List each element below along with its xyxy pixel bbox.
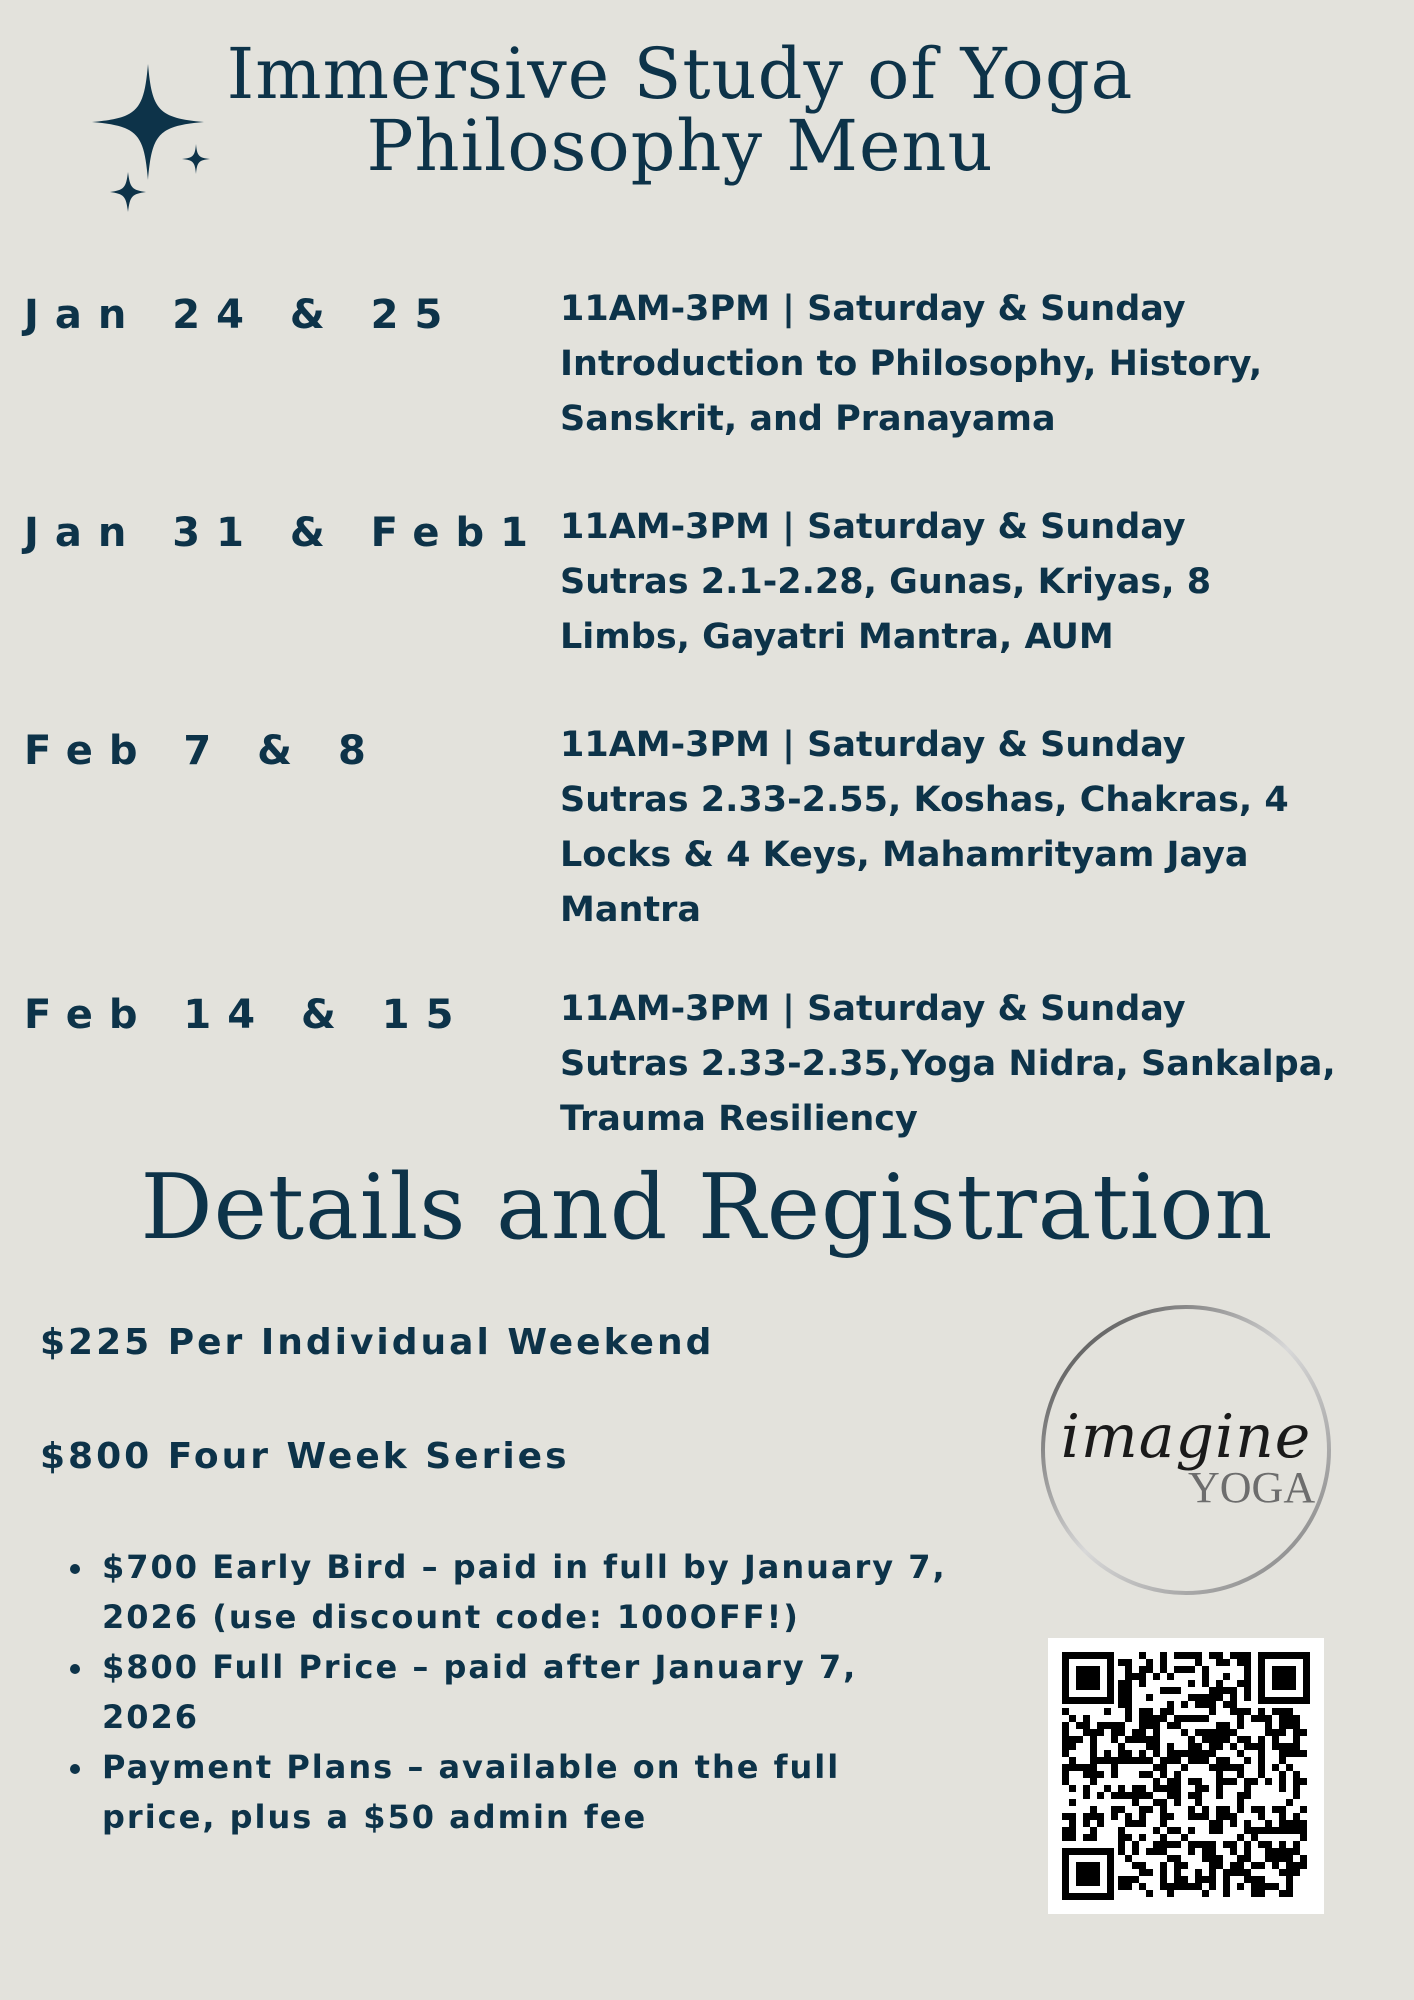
list-item-line: $800 Full Price – paid after January 7, [102, 1648, 858, 1686]
session-topic-line: Limbs, Gayatri Mantra, AUM [560, 617, 1114, 657]
logo-brand-text: YOGA [1188, 1463, 1316, 1512]
title-line-1: Immersive Study of Yoga [226, 33, 1134, 115]
session-info [560, 500, 1360, 665]
imagine-yoga-logo [1038, 1302, 1334, 1598]
session-date: Jan 31 & Feb1 [24, 510, 544, 556]
session-date: Feb 14 & 15 [24, 992, 470, 1038]
qr-code-icon [1048, 1638, 1324, 1914]
session-time: 11AM-3PM | Saturday & Sunday [560, 989, 1186, 1029]
list-item-line: price, plus a $50 admin fee [102, 1798, 648, 1836]
session-date: Feb 7 & 8 [24, 728, 382, 774]
session-time: 11AM-3PM | Saturday & Sunday [560, 507, 1186, 547]
list-item [60, 1742, 960, 1842]
session-topic-line: Locks & 4 Keys, Mahamrityam Jaya [560, 835, 1249, 875]
session-date: Jan 24 & 25 [24, 292, 459, 338]
list-item [60, 1642, 960, 1742]
price-series: $800 Four Week Series [40, 1436, 570, 1477]
registration-qr-code[interactable] [1048, 1638, 1324, 1914]
session-topic-line: Sutras 2.1-2.28, Gunas, Kriyas, 8 [560, 562, 1212, 602]
session-info [560, 982, 1360, 1147]
list-item-line: $700 Early Bird – paid in full by January 7, [102, 1548, 947, 1586]
page-title [180, 33, 1180, 187]
session-info [560, 718, 1360, 938]
list-item-line: 2026 [102, 1698, 200, 1736]
list-item-line: 2026 (use discount code: 100OFF!) [102, 1598, 800, 1636]
session-info [560, 282, 1360, 447]
title-line-2: Philosophy Menu [366, 105, 994, 187]
session-topic-line: Mantra [560, 890, 701, 930]
list-item [60, 1542, 960, 1642]
details-heading: Details and Registration [140, 1155, 1274, 1260]
session-topic-line: Introduction to Philosophy, History, [560, 344, 1263, 384]
logo-script-text: imagine [1060, 1402, 1312, 1472]
session-time: 11AM-3PM | Saturday & Sunday [560, 725, 1186, 765]
session-topic-line: Sutras 2.33-2.55, Koshas, Chakras, 4 [560, 780, 1289, 820]
pricing-options-list [60, 1542, 960, 1842]
session-time: 11AM-3PM | Saturday & Sunday [560, 289, 1186, 329]
session-topic-line: Sanskrit, and Pranayama [560, 399, 1056, 439]
price-individual: $225 Per Individual Weekend [40, 1322, 715, 1363]
session-topic-line: Trauma Resiliency [560, 1099, 918, 1139]
session-topic-line: Sutras 2.33-2.35,Yoga Nidra, Sankalpa, [560, 1044, 1336, 1084]
list-item-line: Payment Plans – available on the full [102, 1748, 841, 1786]
